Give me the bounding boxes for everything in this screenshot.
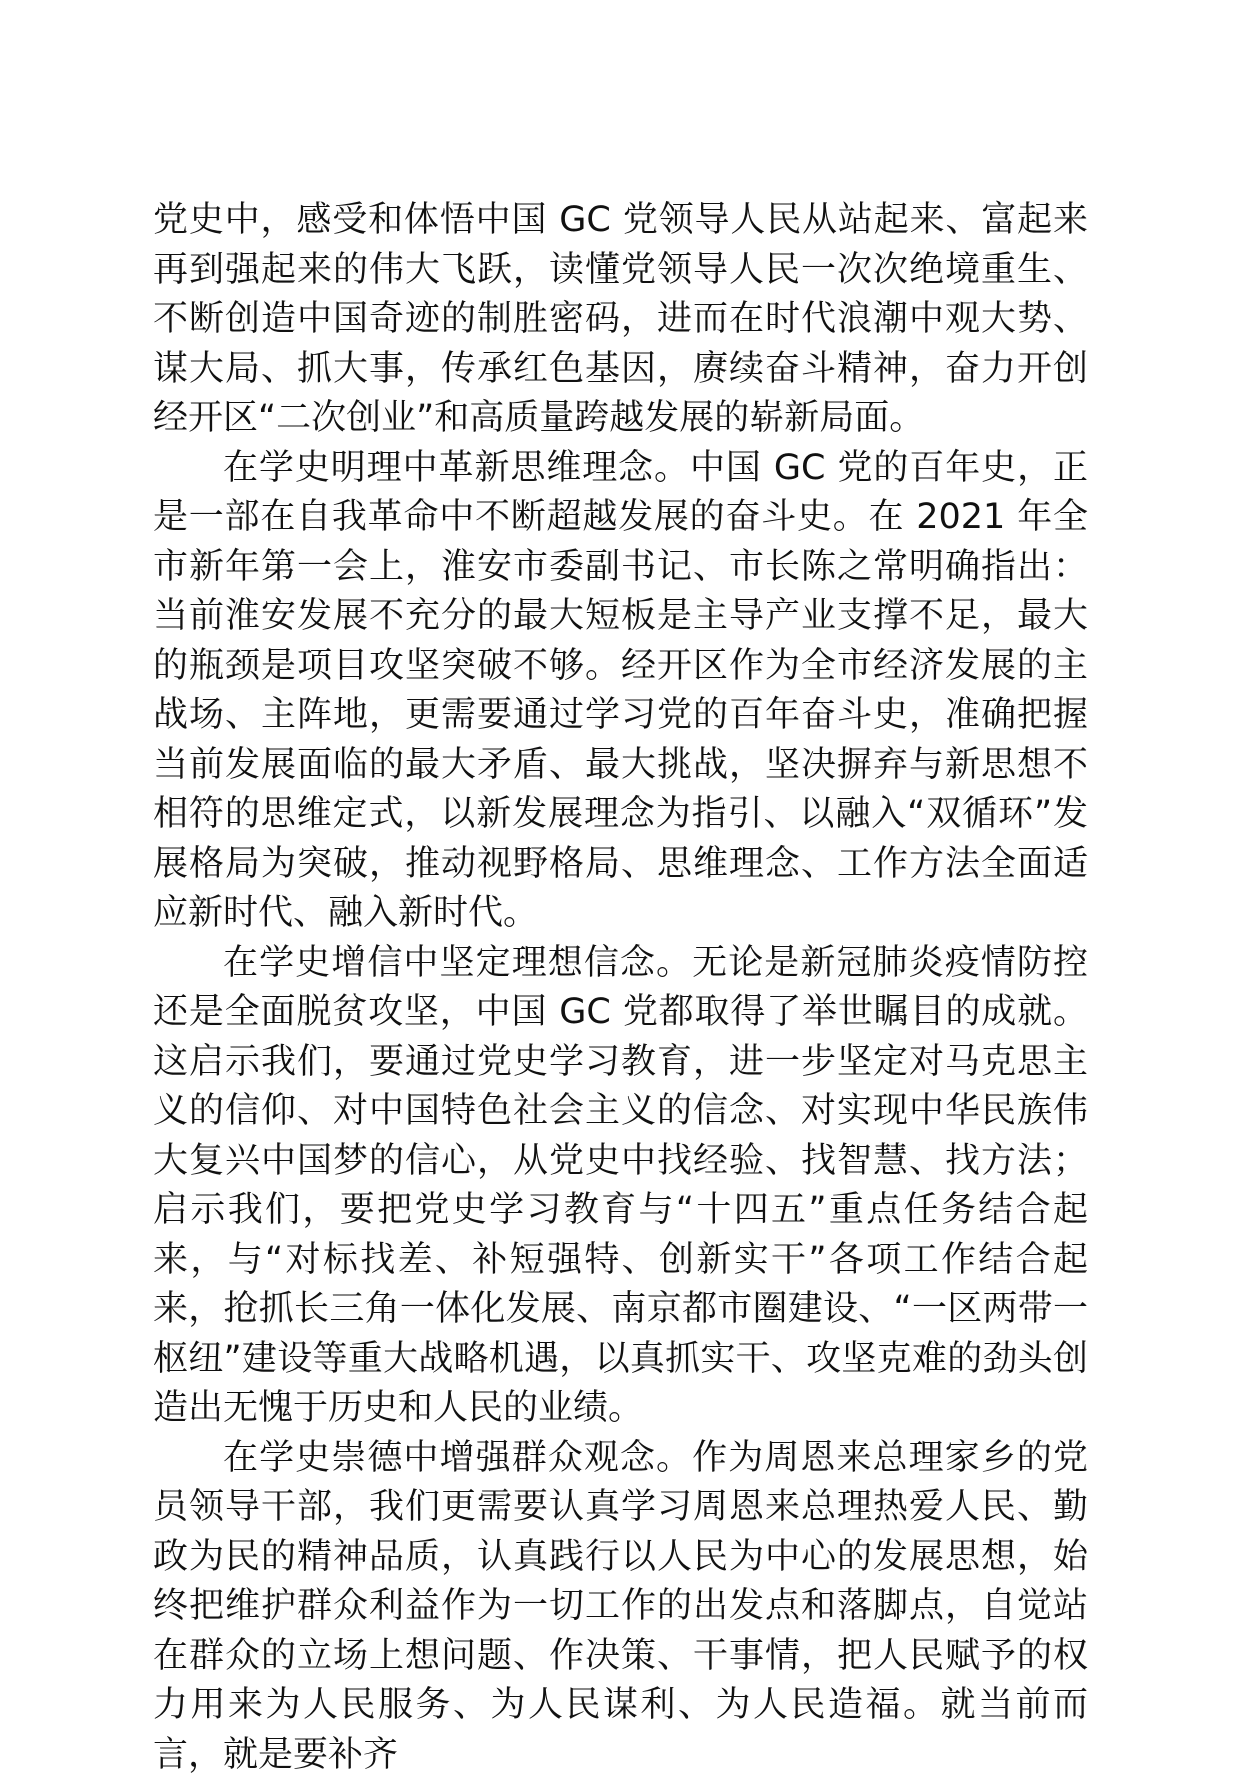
paragraph-xueshi-chongde: 在学史崇德中增强群众观念。作为周恩来总理家乡的党员领导干部，我们更需要认真学习周恩来总理热爱人民、勤政为民的精神品质，认真践行以人民为中心的发展思想，始终把维护群众利益作为一切工作的出发点和落脚点，自觉站在群众的立场上想问题、作决策、干事情，把人民赋予的权力用来为人民服务、为人民谋利、为人民造福。就当前而言，就是要补齐: [153, 1434, 1088, 1780]
document-body: [153, 196, 1088, 1780]
paragraph-continuation: 党史中，感受和体悟中国 GC 党领导人民从站起来、富起来再到强起来的伟大飞跃，读懂党领导人民一次次绝境重生、不断创造中国奇迹的制胜密码，进而在时代浪潮中观大势、谋大局、抓大事，传承红色基因，赓续奋斗精神，奋力开创经开区“二次创业”和高质量跨越发展的崭新局面。: [153, 196, 1088, 444]
paragraph-xueshi-mingli: 在学史明理中革新思维理念。中国 GC 党的百年史，正是一部在自我革命中不断超越发展的奋斗史。在 2021 年全市新年第一会上，淮安市委副书记、市长陈之常明确指出：当前淮安发展不充分的最大短板是主导产业支撑不足，最大的瓶颈是项目攻坚突破不够。经开区作为全市经济发展的主战场、主阵地，更需要通过学习党的百年奋斗史，准确把握当前发展面临的最大矛盾、最大挑战，坚决摒弃与新思想不相符的思维定式，以新发展理念为指引、以融入“双循环”发展格局为突破，推动视野格局、思维理念、工作方法全面适应新时代、融入新时代。: [153, 444, 1088, 939]
paragraph-xueshi-zengxin: 在学史增信中坚定理想信念。无论是新冠肺炎疫情防控还是全面脱贫攻坚，中国 GC 党都取得了举世瞩目的成就。这启示我们，要通过党史学习教育，进一步坚定对马克思主义的信仰、对中国特色社会主义的信念、对实现中华民族伟大复兴中国梦的信心，从党史中找经验、找智慧、找方法；启示我们，要把党史学习教育与“十四五”重点任务结合起来，与“对标找差、补短强特、创新实干”各项工作结合起来，抢抓长三角一体化发展、南京都市圈建设、“一区两带一枢纽”建设等重大战略机遇，以真抓实干、攻坚克难的劲头创造出无愧于历史和人民的业绩。: [153, 939, 1088, 1434]
